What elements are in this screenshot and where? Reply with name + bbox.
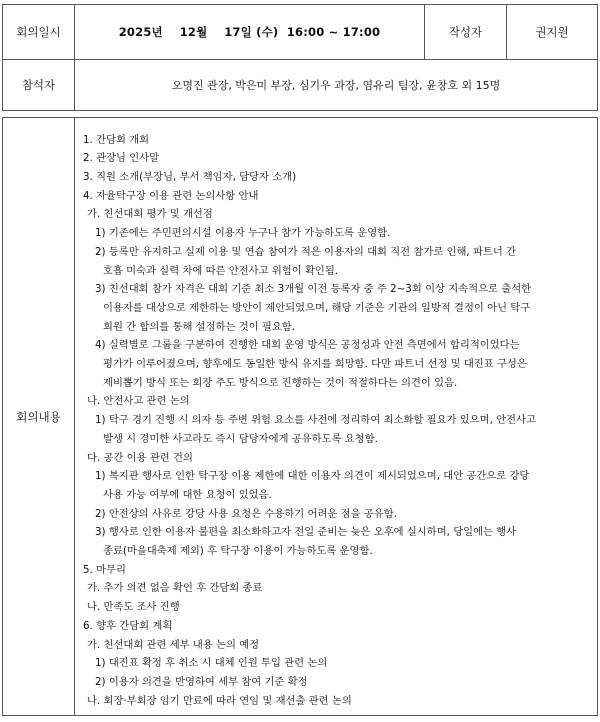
agenda-item: 2. 관장님 인사말 — [83, 152, 160, 165]
content-row — [3, 118, 598, 716]
agenda-body — [75, 123, 597, 711]
agenda-subitem: 가. 친선대회 평가 및 개선점 — [87, 208, 213, 221]
agenda-subitem: 가. 친선대회 관련 세부 내용 논의 예정 — [87, 638, 260, 651]
date-day: 17일 (수) — [224, 25, 279, 39]
agenda-detail: 1) 대진표 확정 후 취소 시 대체 인원 투입 관련 논의 — [95, 657, 328, 670]
agenda-item: 3. 직원 소개(부장님, 부서 책임자, 담당자 소개) — [83, 171, 297, 183]
date-year: 2025년 — [118, 25, 163, 39]
agenda-subitem: 나. 안전사고 관련 논의 — [87, 395, 190, 408]
agenda-detail-continued: 호흡 미숙과 실력 차에 따른 안전사고 위험이 확인됨. — [103, 264, 339, 277]
agenda-item: 5. 마무리 — [83, 563, 126, 576]
date-time: 16:00 ~ 17:00 — [286, 25, 381, 39]
agenda-item: 1. 간담회 개회 — [83, 133, 150, 146]
agenda-detail-continued: 평가가 이루어졌으며, 향후에도 동일한 방식 유지를 희망함. 다만 파트너 선정 및 대진표 구성은 — [103, 358, 527, 371]
agenda-detail-continued: 회원 간 합의를 통해 설정하는 것이 필요함. — [103, 320, 296, 333]
content-label: 회의내용 — [3, 118, 75, 716]
agenda-detail-continued: 사용 가능 여부에 대한 요청이 있었음. — [103, 488, 272, 501]
agenda-detail: 4) 실력별로 그룹을 구분하여 진행한 대회 운영 방식은 공정성과 안전 측면에서 합리적이었다는 — [95, 339, 520, 352]
agenda-detail-continued: 제비뽑기 방식 또는 회장 주도 방식으로 진행하는 것이 적절하다는 의견이 있음. — [103, 376, 458, 389]
agenda-detail-continued: 종료(마을대축제 제외) 후 탁구장 이용이 가능하도록 운영함. — [103, 545, 373, 558]
agenda-detail: 1) 기존에는 주민편의시설 이용자 누구나 참가 가능하도록 운영함. — [95, 227, 391, 240]
meeting-datetime — [75, 5, 425, 60]
agenda-detail-continued: 발생 시 경미한 사고라도 즉시 담당자에게 공유하도록 요청함. — [103, 432, 378, 445]
date-month: 12월 — [179, 25, 208, 39]
agenda-detail: 2) 안전상의 사유로 강당 사용 요청은 수용하기 어려운 점을 공유함. — [95, 507, 397, 520]
author-name: 권지원 — [507, 5, 598, 60]
agenda-detail-continued: 이용자를 대상으로 제한하는 방안이 제안되었으며, 해당 기준은 기관의 일방적 결정이 아닌 탁구 — [103, 301, 531, 314]
attendees-row — [3, 60, 598, 111]
agenda-subitem: 나. 회장·부회장 임기 만료에 따라 연임 및 재선출 관련 논의 — [87, 694, 352, 707]
agenda-detail: 2) 이용자 의견을 반영하여 세부 참여 기준 확정 — [95, 675, 308, 688]
attendees-value: 오명진 관장, 박은미 부장, 심기우 과장, 염유리 팀장, 윤창호 외 15명 — [75, 60, 598, 111]
attendees-label: 참석자 — [3, 60, 75, 111]
agenda-detail: 1) 복지관 행사로 인한 탁구장 이용 제한에 대한 이용자 의견이 제시되었으며, 대안 공간으로 강당 — [95, 470, 530, 483]
agenda-item: 4. 자율탁구장 이용 관련 논의사항 안내 — [83, 189, 259, 202]
agenda-subitem: 나. 만족도 조사 진행 — [87, 601, 180, 614]
agenda-detail: 2) 등록만 유지하고 실제 이용 및 연습 참여가 적은 이용자의 대회 직전 참가로 인해, 파트너 간 — [95, 245, 517, 258]
agenda-detail: 3) 친선대회 참가 자격은 대회 기준 최소 3개월 이전 등록자 중 주 2~3회 이상 지속적으로 출석한 — [95, 283, 532, 296]
minutes-table — [2, 4, 598, 716]
agenda-subitem: 다. 공간 이용 관련 건의 — [87, 451, 193, 464]
date-label: 회의일시 — [3, 5, 75, 60]
date-row — [3, 5, 598, 60]
agenda-subitem: 가. 추가 의견 없음 확인 후 간담회 종료 — [87, 582, 263, 595]
agenda-item: 6. 향후 간담회 계획 — [83, 619, 173, 632]
spacer-cell — [3, 111, 598, 118]
spacer-row — [3, 111, 598, 118]
author-label: 작성자 — [425, 5, 507, 60]
content-cell — [75, 118, 598, 716]
agenda-detail: 3) 행사로 인한 이용자 불편을 최소화하고자 전일 준비는 늦은 오후에 실시하며, 당일에는 행사 — [95, 526, 517, 539]
agenda-detail: 1) 탁구 경기 진행 시 의자 등 주변 위험 요소를 사전에 정리하여 최소화할 필요가 있으며, 안전사고 — [95, 414, 536, 427]
